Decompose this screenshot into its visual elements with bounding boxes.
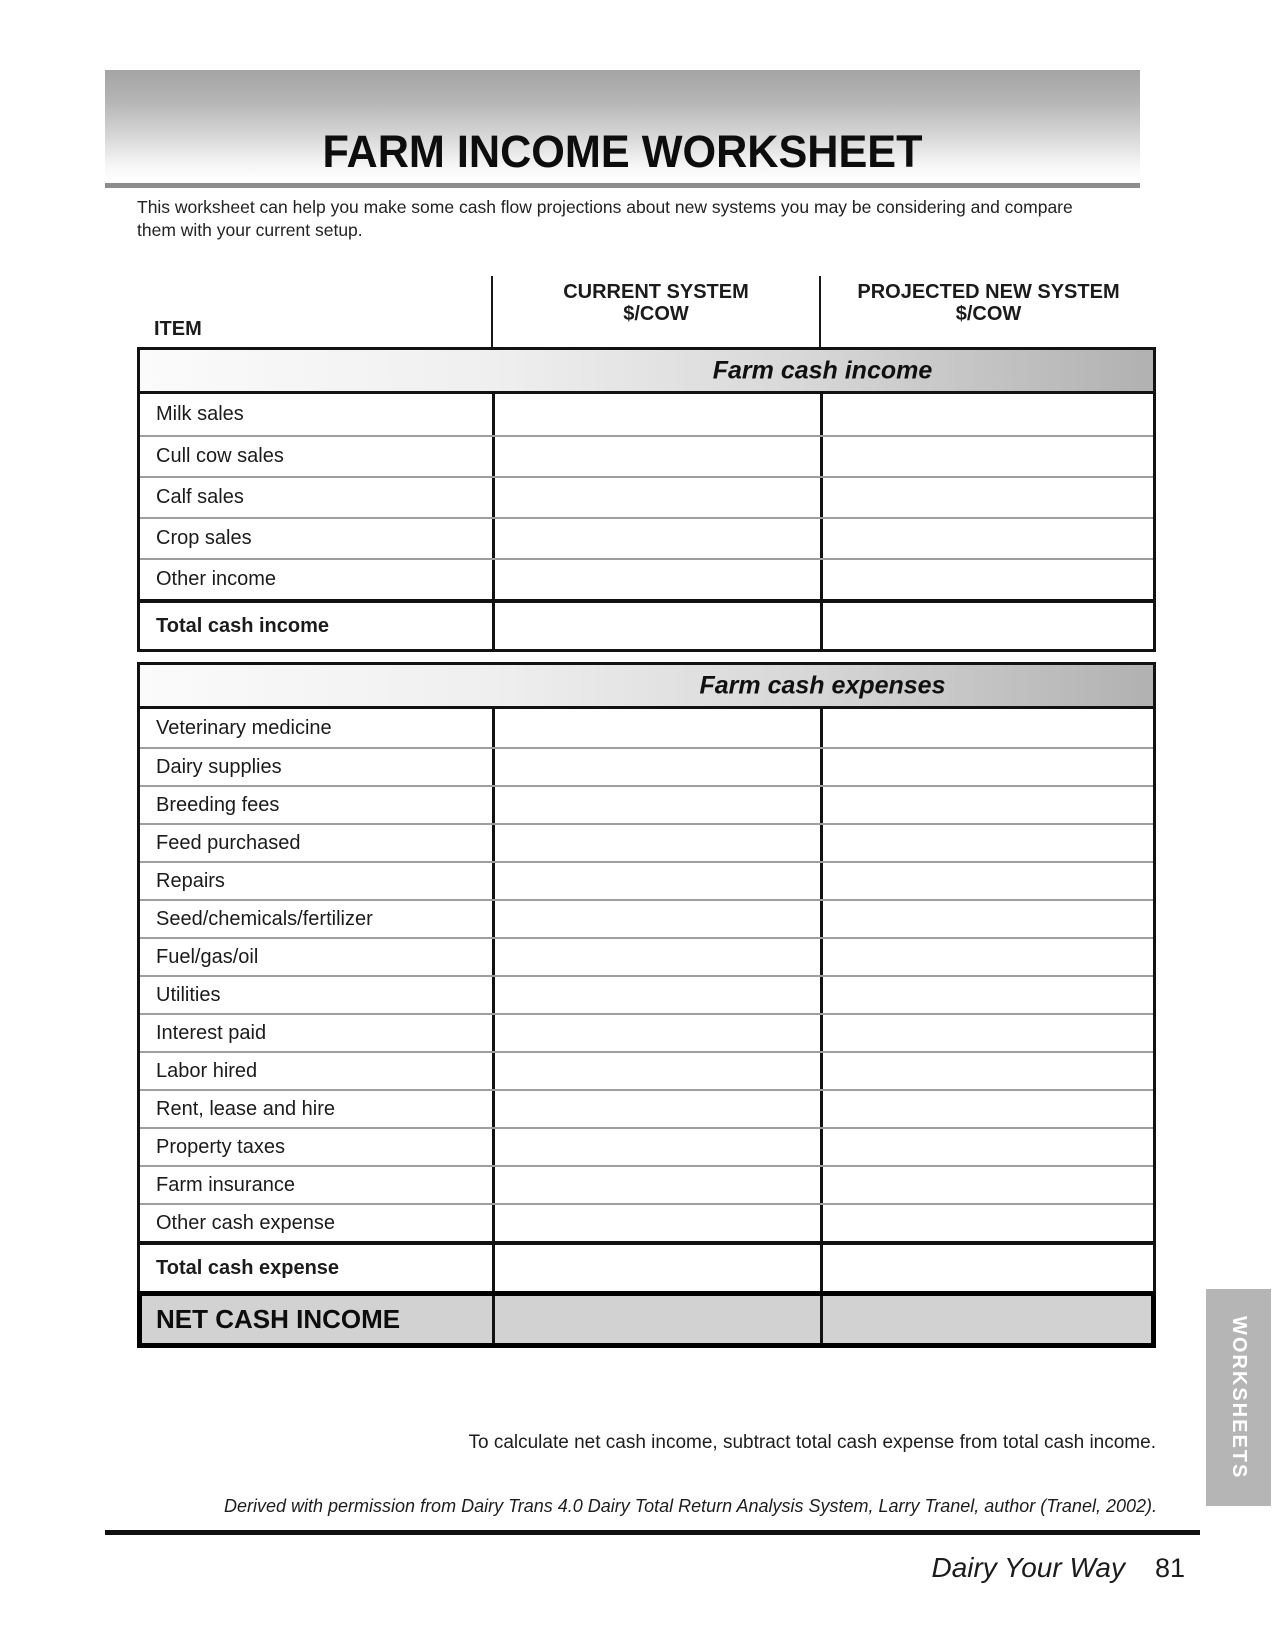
current-system-cell [492,478,820,517]
farm-cash-expenses-table [137,662,1156,1291]
projected-system-cell [820,749,1153,785]
header-banner [105,70,1140,180]
table-row-feed-purchased [140,823,1153,861]
farm-cash-income-table [137,347,1156,652]
row-label: Other income [156,568,277,590]
table-row-rent-lease-hire [140,1089,1153,1127]
current-system-cell [492,977,820,1013]
current-system-cell [492,1205,820,1241]
table-row-breeding-fees [140,785,1153,823]
current-system-cell [492,1129,820,1165]
table-row-fuel-gas-oil [140,937,1153,975]
page-footer [931,1552,1185,1584]
current-system-cell [492,825,820,861]
book-title: Dairy Your Way [931,1552,1125,1583]
current-system-cell [492,1296,820,1343]
row-label: Veterinary medicine [156,716,332,739]
table-row-interest-paid [140,1013,1153,1051]
worksheets-side-tab [1206,1289,1271,1506]
row-label: Feed purchased [156,831,301,854]
attribution-note: Derived with permission from Dairy Trans 4.0 Dairy Total Return Analysis System, Larry Tranel, author (Tranel, 2002). [224,1496,1157,1516]
projected-system-cell [820,977,1153,1013]
current-system-cell [492,560,820,599]
table-row-labor-hired [140,1051,1153,1089]
intro-text: This worksheet can help you make some cash flow projections about new systems you may be considering and compare them with your current setup. [137,197,1073,240]
current-system-cell [492,603,820,649]
projected-system-cell [820,901,1153,937]
current-system-cell [492,1015,820,1051]
projected-system-cell [820,519,1153,558]
page-number: 81 [1154,1553,1185,1583]
net-cash-income-row [137,1291,1156,1348]
calculation-footnote: To calculate net cash income, subtract total cash expense from total cash income. [468,1432,1156,1453]
income-section-header-bar [140,350,1153,394]
table-row-calf-sales [140,476,1153,517]
row-label: Rent, lease and hire [156,1097,336,1120]
row-label: Fuel/gas/oil [156,945,259,968]
column-header-item: ITEM [154,318,202,340]
row-label: Interest paid [156,1021,267,1044]
row-label: Seed/chemicals/fertilizer [156,907,373,930]
projected-system-cell [820,939,1153,975]
table-row-veterinary-medicine [140,709,1153,747]
current-system-cell [492,1167,820,1203]
expenses-section-header-bar [140,665,1153,709]
current-system-cell [492,1091,820,1127]
row-label: Other cash expense [156,1211,335,1234]
projected-system-cell [820,825,1153,861]
table-row-seed-chemicals-fertilizer [140,899,1153,937]
projected-system-cell [820,1245,1153,1291]
table-row-total-cash-expense [140,1241,1153,1291]
worksheet-tables [137,347,1156,1348]
projected-system-cell [820,709,1153,747]
footer-rule [105,1530,1200,1535]
projected-system-cell [820,394,1153,435]
row-label: Property taxes [156,1135,285,1158]
income-section-title: Farm cash income [712,356,933,384]
table-row-other-cash-expense [140,1203,1153,1241]
projected-system-cell [820,1091,1153,1127]
projected-system-cell [820,863,1153,899]
table-row-milk-sales [140,394,1153,435]
row-label: Repairs [156,869,225,892]
row-label: Farm insurance [156,1173,295,1196]
current-system-cell [492,749,820,785]
row-label: Crop sales [156,527,252,549]
table-gap [137,652,1156,662]
expenses-section-title: Farm cash expenses [699,671,946,699]
table-row-other-income [140,558,1153,599]
current-system-cell [492,1245,820,1291]
current-system-cell [492,901,820,937]
column-header-current-system-unit: $/COW [623,303,689,325]
current-system-cell [492,787,820,823]
table-row-crop-sales [140,517,1153,558]
projected-system-cell [820,1129,1153,1165]
banner-underline [105,183,1140,188]
current-system-cell [492,519,820,558]
column-header-row [137,276,1156,347]
table-row-property-taxes [140,1127,1153,1165]
row-label: Cull cow sales [156,445,284,467]
net-cash-income-label: NET CASH INCOME [156,1304,401,1334]
row-label: Dairy supplies [156,755,282,778]
row-label: Calf sales [156,486,244,508]
page-title: FARM INCOME WORKSHEET [322,126,923,177]
current-system-cell [492,394,820,435]
table-row-cull-cow-sales [140,435,1153,476]
column-header-projected-system-label: PROJECTED NEW SYSTEM [857,281,1120,303]
column-header-current-system [491,276,819,347]
projected-system-cell [820,478,1153,517]
row-label: Labor hired [156,1059,258,1082]
projected-system-cell [820,787,1153,823]
projected-system-cell [820,1296,1151,1343]
projected-system-cell [820,1015,1153,1051]
column-header-projected-system-unit: $/COW [955,303,1022,325]
row-label: Total cash income [156,614,330,637]
projected-system-cell [820,1205,1153,1241]
table-row-farm-insurance [140,1165,1153,1203]
current-system-cell [492,939,820,975]
column-header-projected-system [819,276,1156,347]
current-system-cell [492,1053,820,1089]
projected-system-cell [820,603,1153,649]
projected-system-cell [820,437,1153,476]
row-label: Milk sales [156,403,244,425]
table-row-total-cash-income [140,599,1153,649]
row-label: Total cash expense [156,1256,340,1279]
worksheets-side-tab-label: WORKSHEETS [1228,1315,1250,1480]
projected-system-cell [820,560,1153,599]
column-header-current-system-label: CURRENT SYSTEM [563,281,749,303]
row-label: Utilities [156,983,221,1006]
current-system-cell [492,709,820,747]
table-row-dairy-supplies [140,747,1153,785]
row-label: Breeding fees [156,793,280,816]
projected-system-cell [820,1167,1153,1203]
projected-system-cell [820,1053,1153,1089]
current-system-cell [492,863,820,899]
table-row-utilities [140,975,1153,1013]
table-row-repairs [140,861,1153,899]
current-system-cell [492,437,820,476]
